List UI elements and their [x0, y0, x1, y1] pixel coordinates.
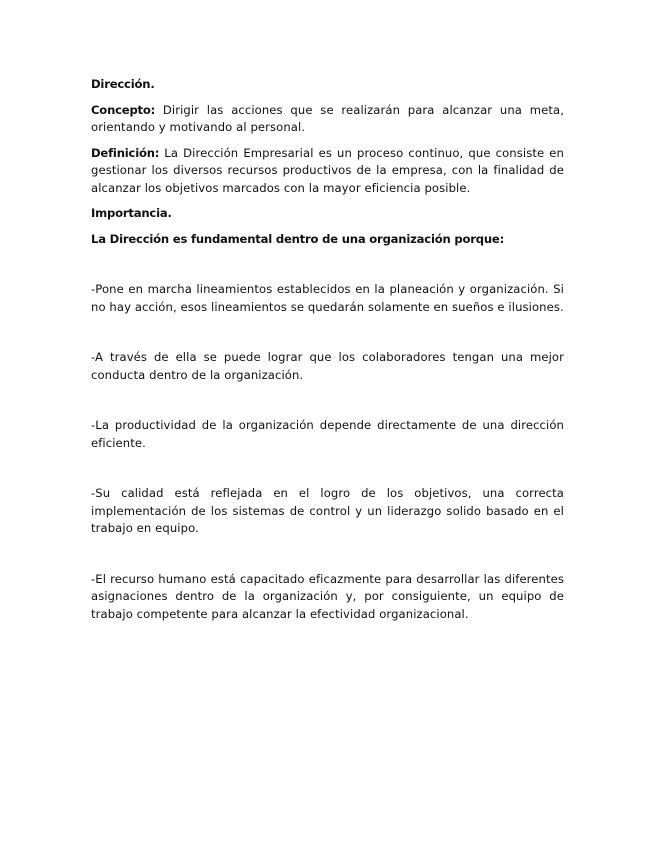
document-body	[91, 76, 564, 623]
intro-heading: La Dirección es fundamental dentro de una organización porque:	[91, 231, 505, 246]
point-paragraph: -El recurso humano está capacitado eficazmente para desarrollar las diferentes asignaciones dentro de la organización y, por consiguiente, un equipo de trabajo competente para alcanzar la efectividad organizacional.	[91, 571, 564, 621]
definicion-label: Definición:	[91, 145, 160, 160]
importancia-heading: Importancia.	[91, 206, 172, 220]
point-paragraph: -Su calidad está reflejada en el logro de los objetivos, una correcta implementación de los sistemas de control y un liderazgo solido basado en el trabajo en equipo.	[91, 486, 564, 535]
point-paragraph: -Pone en marcha lineamientos establecidos en la planeación y organización. Si no hay acción, esos lineamientos se quedarán solamente en sueños e ilusiones.	[91, 282, 564, 314]
definicion-paragraph	[91, 145, 564, 198]
point-paragraph: -A través de ella se puede lograr que los colaboradores tengan una mejor conducta dentro de la organización.	[91, 350, 564, 382]
concepto-text: Dirigir las acciones que se realizarán para alcanzar una meta, orientando y motivando al personal.	[91, 102, 564, 134]
definicion-text: La Dirección Empresarial es un proceso continuo, que consiste en gestionar los diversos recursos productivos de la empresa, con la finalidad de alcanzar los objetivos marcados con la mayor eficiencia posible.	[91, 145, 564, 195]
point-paragraph: -La productividad de la organización depende directamente de una dirección eficiente.	[91, 418, 564, 450]
concepto-paragraph	[91, 102, 564, 137]
concepto-label: Concepto:	[91, 102, 156, 117]
doc-title: Dirección.	[91, 77, 155, 91]
